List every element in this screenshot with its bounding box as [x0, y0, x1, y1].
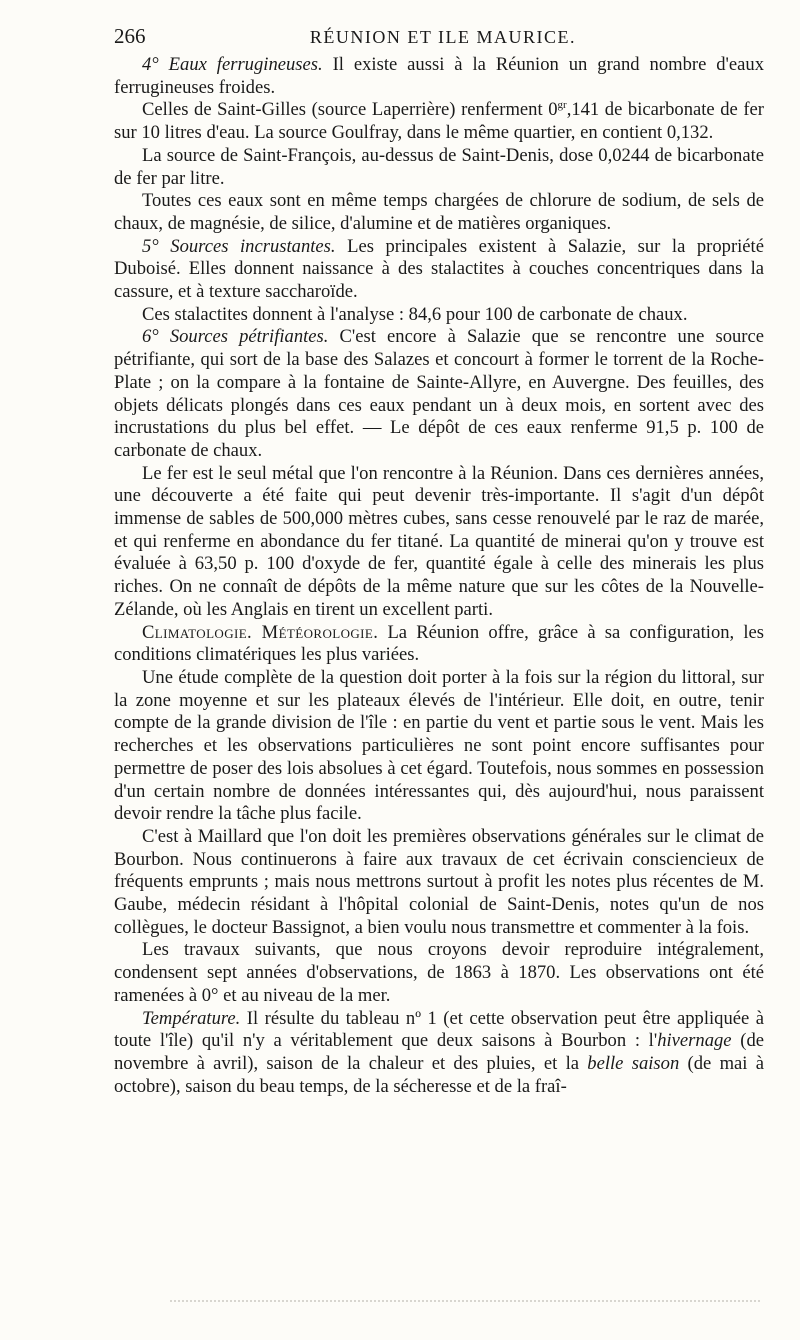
section-lead: 4° Eaux ferrugineuses.: [142, 54, 323, 75]
paragraph-temperature: [114, 1008, 764, 1099]
paragraph-sources-petrifiantes: [114, 326, 764, 462]
running-title: RÉUNION ET ILE MAURICE.: [309, 27, 576, 47]
paragraph-text: Il résulte du tableau nº 1 (et cette observation peut être appliquée à toute l'île) qu'il n'y a véritablement que deux saisons à Bourbon : l': [114, 1007, 764, 1052]
paragraph-text: C'est encore à Salazie que se rencontre une source pétrifiante, qui sort de la base des Salazes et concourt à former le torrent de la Roche-Plate ; on la compare à la fontaine de Sainte-Allyre, en Auvergne. Des feuilles, des objets délicats plongés dans ces eaux pendant un à deux mois, en sortent avec des incrustations du plus bel effet. — Le dépôt de ces eaux renferme 91,5 p. 100 de carbonate de chaux.: [114, 326, 764, 461]
paragraph-maillard: C'est à Maillard que l'on doit les premières observations générales sur le climat de Bourbon. Nous continuerons à faire aux travaux de cet écrivain consciencieux de fréquents emprunts ; mais nous mettrons surtout à profit les notes plus récentes de M. Gaube, médecin résidant à l'hôpital colonial de Saint-Denis, notes qu'un de nos collègues, le docteur Bassignot, a bien voulu nous transmettre et commenter à la fois.: [114, 825, 764, 938]
paragraph-text: Il existe aussi à la Réunion un grand nombre d'eaux ferrugineuses froides.: [114, 54, 764, 98]
faint-footer-bleedthrough: [170, 1300, 760, 1302]
paragraph-text: ,141 de bicarbonate de fer sur 10 litres d'eau. La source Goulfray, dans le même quartier, en contient 0,132.: [114, 99, 765, 144]
section-lead: Température.: [142, 1007, 241, 1029]
unit-superscript: gr: [557, 99, 567, 112]
paragraph-eaux-ferrugineuses: [114, 54, 764, 99]
paragraph-text: Les principales existent à Salazie, sur la propriété Duboisé. Elles donnent naissance à des stalactites à couches concentriques dans la cassure, et à texture saccharoïde.: [114, 235, 764, 303]
paragraph-stalactites: Ces stalactites donnent à l'analyse : 84,6 pour 100 de carbonate de chaux.: [142, 303, 688, 325]
paragraph-text: (de novembre à avril), saison de la chaleur et des pluies, et la: [114, 1030, 764, 1074]
paragraph-saint-gilles: [114, 99, 764, 144]
section-lead: 5° Sources incrustantes.: [142, 235, 336, 257]
paragraph-climatologie: [114, 622, 764, 667]
paragraph-text: Celles de Saint-Gilles (source Laperrière) renferment 0: [142, 99, 558, 121]
emphasis-term: hivernage: [657, 1030, 732, 1052]
section-heading: Climatologie. Météorologie.: [142, 621, 379, 643]
page-number: 266: [114, 24, 146, 48]
paragraph-sources-incrustantes: [114, 236, 764, 304]
paragraph-saint-francois: La source de Saint-François, au-dessus de Saint-Denis, dose 0,0244 de bicarbonate de fer par litre.: [114, 144, 764, 189]
paragraph-travaux: Les travaux suivants, que nous croyons devoir reproduire intégralement, condensent sept années d'observations, de 1863 à 1870. Les observations ont été ramenées à 0° et au niveau de la mer.: [114, 939, 764, 1006]
running-header: [114, 24, 764, 50]
paragraph-etude: Une étude complète de la question doit porter à la fois sur la région du littoral, sur la zone moyenne et sur les plateaux élevés de l'intérieur. Elle doit, en outre, tenir compte de la grande division de l'île : en partie du vent et partie sous le vent. Mais les recherches et les observations particulières ne sont point encore suffisantes pour permettre de poser des lois absolues à cet égard. Toutefois, nous sommes en possession d'un certain nombre de données intéressantes qui, dès aujourd'hui, nous paraissent devoir rendre la tâche plus facile.: [114, 666, 764, 825]
paragraph-text: La Réunion offre, grâce à sa configuration, les conditions climatériques les plus variées.: [114, 621, 764, 666]
paragraph-chlorure: Toutes ces eaux sont en même temps chargées de chlorure de sodium, de sels de chaux, de magnésie, de silice, d'alumine et de matières organiques.: [114, 190, 764, 234]
body-text: [114, 54, 764, 1098]
paragraph-fer: Le fer est le seul métal que l'on rencontre à la Réunion. Dans ces dernières années, une découverte a été faite qui peut devenir très-importante. Il s'agit d'un dépôt immense de sables de 500,000 mètres cubes, sans cesse renouvelé par le raz de marée, et qui renferme en abondance du fer titané. La quantité de minerai qu'on y trouve est évaluée à 63,50 p. 100 d'oxyde de fer, quantité égale à celle des minerais les plus riches. On ne connaît de dépôts de la même nature que sur les côtes de la Nouvelle-Zélande, où les Anglais en tirent un excellent parti.: [114, 462, 764, 620]
paragraph-text: (de mai à octobre), saison du beau temps, de la sécheresse et de la fraî-: [114, 1052, 764, 1097]
emphasis-term: belle saison: [587, 1052, 680, 1074]
section-lead: 6° Sources pétrifiantes.: [142, 326, 329, 348]
